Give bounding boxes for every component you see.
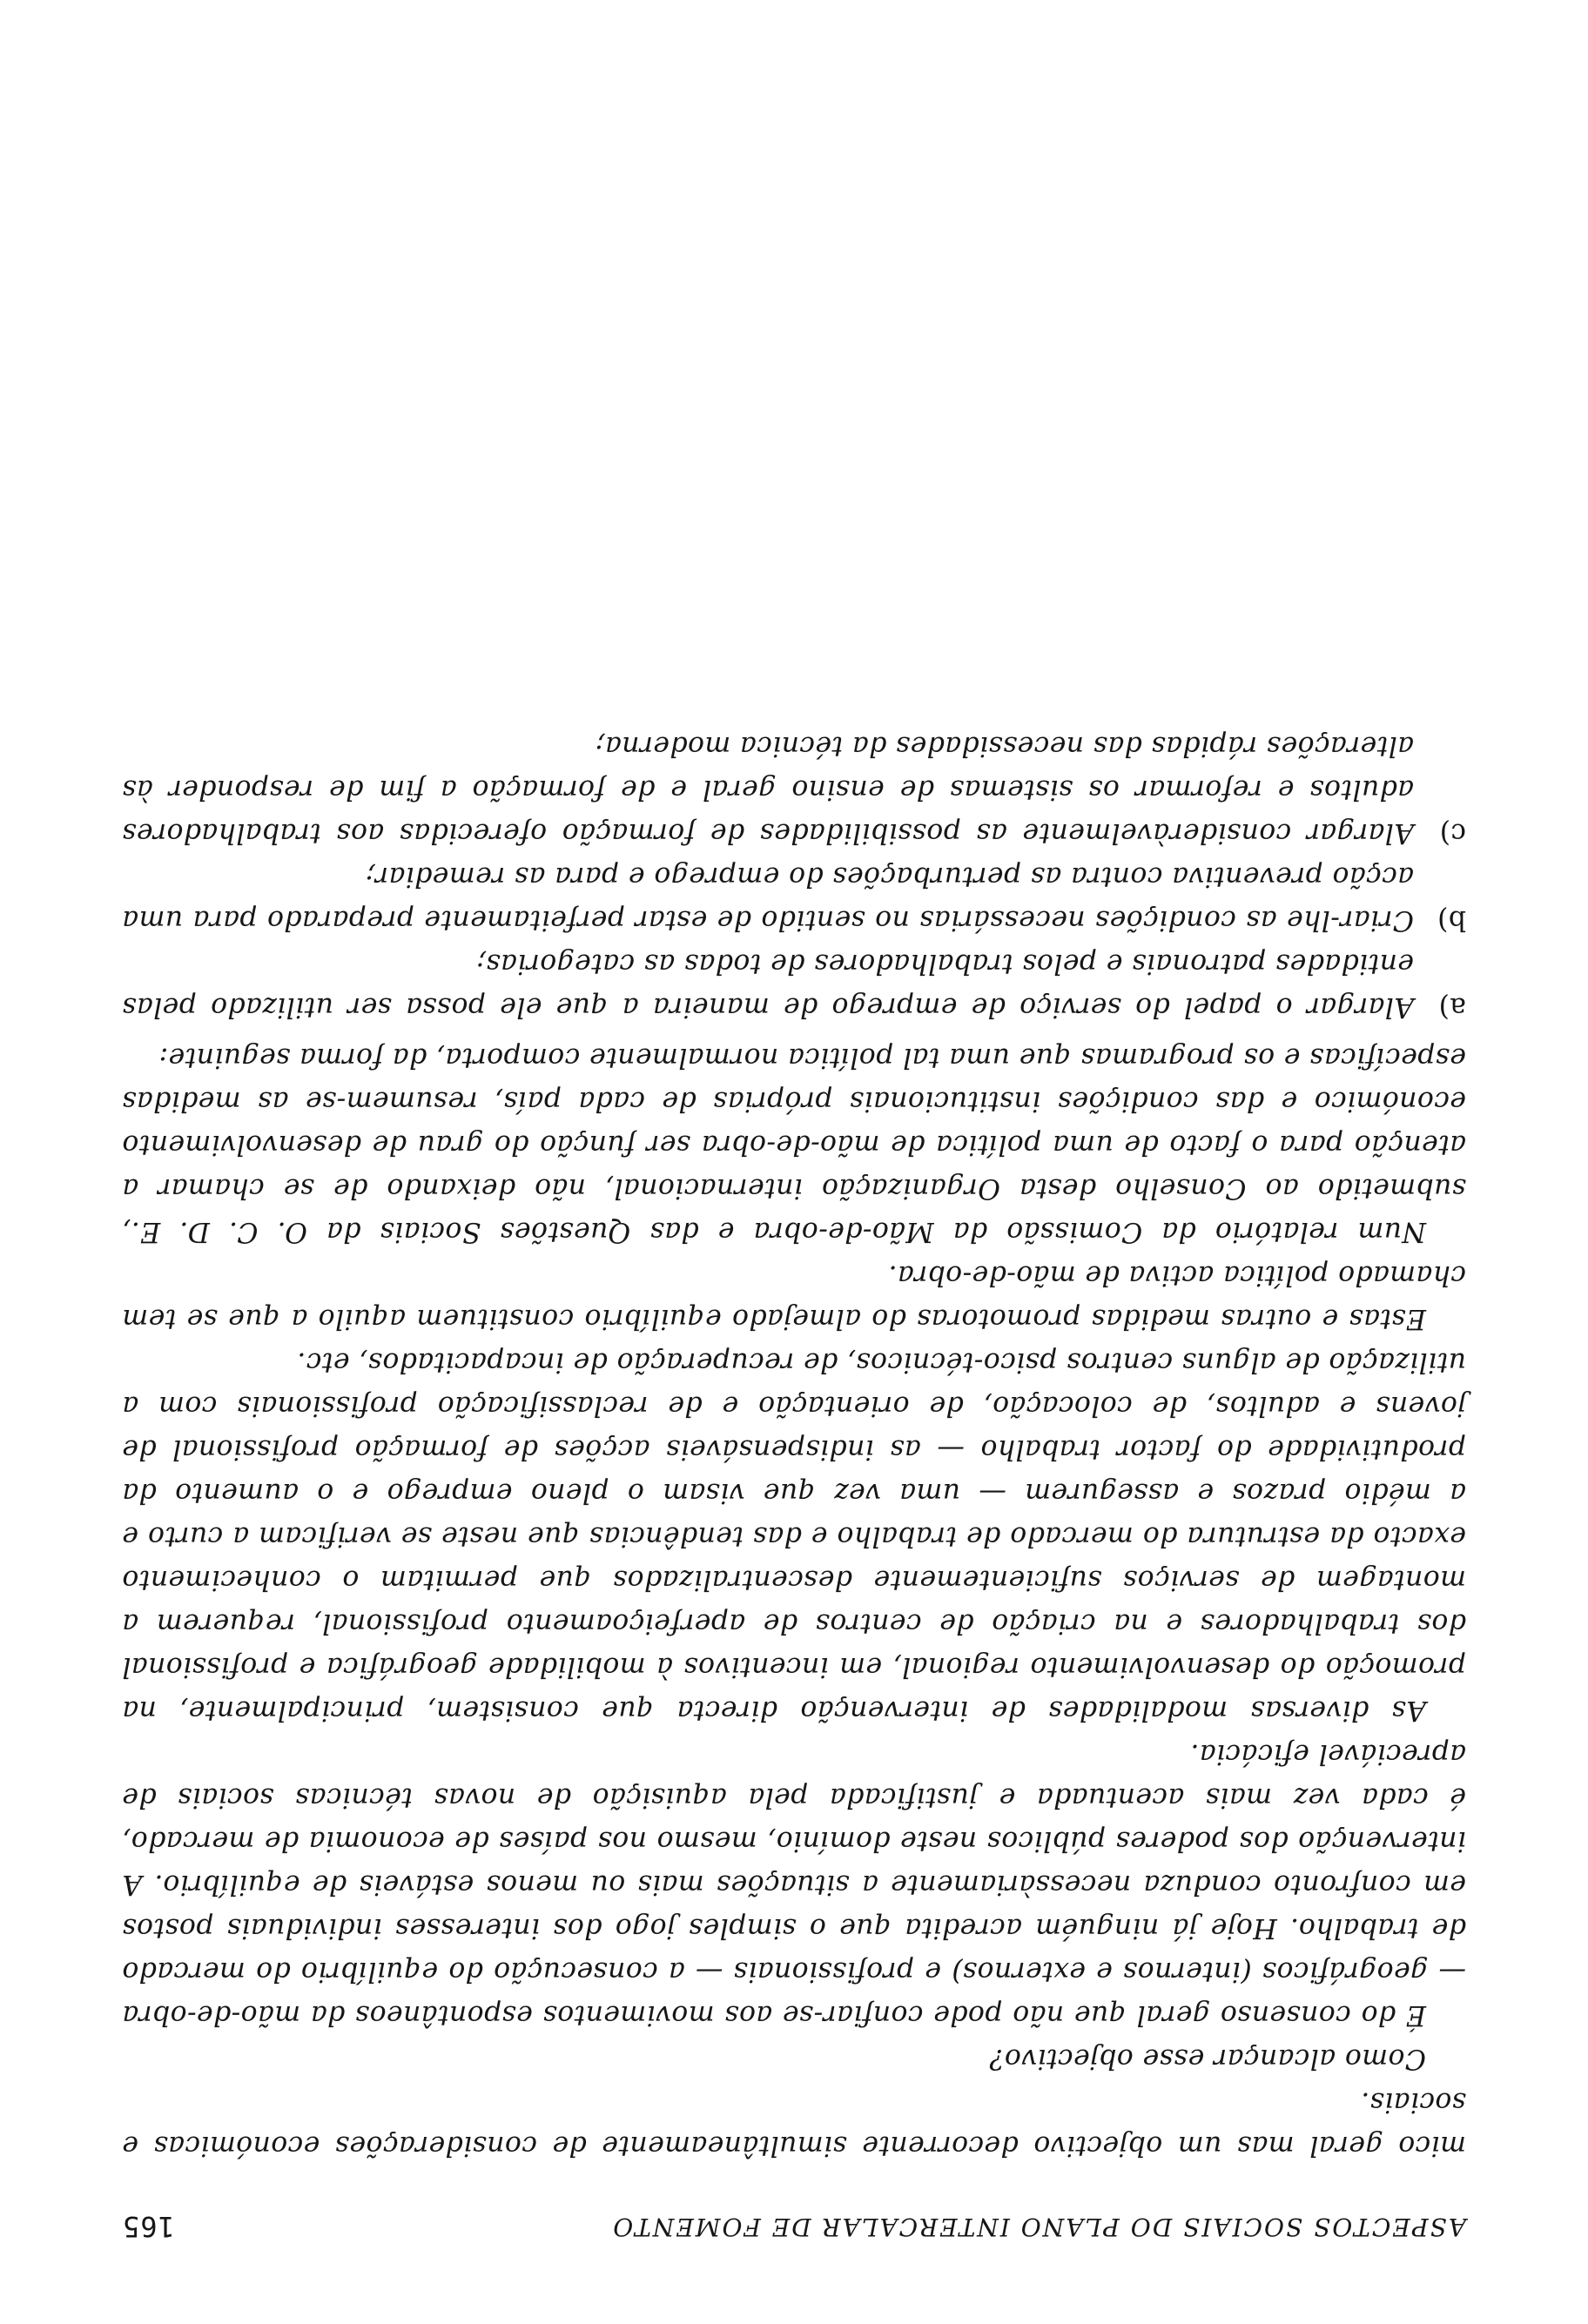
list-item-label: b): [1437, 904, 1466, 936]
paragraph-continuation: mico geral mas um objectivo decorrente simultâneamente de considerações económicas e sociais.: [122, 2086, 1466, 2161]
paragraph-question: Como alcançar esse objectivo?: [989, 2043, 1426, 2074]
paragraph: É do consenso geral que não pode confiar-se aos movimentos espontâneos da mão-de-obra — geográficos (internos e externos) e profissionais — a consecução do equilíbrio do mercado de trabalho. Hoje já ninguém acredita que o simples jogo dos interesses individuais postos em confronto conduza necessàriamente a situações mais ou menos estáveis de equilíbrio. A intervenção dos poderes públicos neste domínio, mesmo nos países de economia de mercado, é cada vez mais acentuada e justificada pela aquisição de novas técnicas sociais de apreciável eficácia.: [122, 1738, 1466, 2031]
page-content: [122, 724, 1466, 2244]
measures-list: [122, 724, 1466, 1029]
page-number: 165: [122, 2210, 175, 2243]
list-item-text: Criar-lhe as condições necessárias no sentido de estar perfeitamente preparado para uma acção preventiva contra as perturbações do emprego e para as remediar;: [122, 861, 1414, 936]
running-title: ASPECTOS SOCIAIS DO PLANO INTERCALAR DE FOMENTO: [611, 2213, 1466, 2241]
list-item: [122, 724, 1466, 855]
list-item-text: Alargar consideràvelmente as possibilidades de formação oferecidas aos trabalhadores adultos e reformar os sistemas de ensino geral e de formação a fim de responder às alterações rápidas das necessidades da técnica moderna;: [122, 730, 1414, 849]
paragraph: As diversas modalidades de intervenção directa que consistem, principalmente, na promoção do desenvolvimento regional, em incentivos à mobilidade geográfica e profissional dos trabalhadores e na criação de centros de aperfeiçoamento profissional, requerem a montagem de serviços suficientemente descentralizados que permitam o conhecimento exacto da estrutura do mercado de trabalho e das tendências que neste se verificam a curto e a médio prazos e assegurem — uma vez que visam o pleno emprego e o aumento da produtividade do factor trabalho — as indispensáveis acções de formação profissional de jovens e adultos, de colocação, de orientação e de reclassificação profissionais com a utilização de alguns centros psico-técnicos, de recuperação de incapacitados, etc.: [122, 1347, 1466, 1726]
paragraph: Num relatório da Comissão da Mão-de-obra e das Questões Sociais da O. C. D. E., submetido ao Conselho desta Organização internacional, não deixando de se chamar a atenção para o facto de uma política de mão-de-obra ser função do grau de desenvolvimento económico e das condições institucionais próprias de cada país, resumem-se as medidas específicas e os programas que uma tal política normalmente comporta, da forma seguinte:: [122, 1042, 1466, 1247]
list-item: [122, 855, 1466, 942]
list-item-label: c): [1439, 817, 1466, 849]
running-header: [122, 2209, 1466, 2244]
paragraph: Estas e outras medidas promotoras do almejado equilíbrio constituem aquilo a que se tem chamado política activa de mão-de-obra.: [122, 1259, 1466, 1334]
list-item-text: Alargar o papel do serviço de emprego de maneira a que ele possa ser utilizado pelas entidades patronais e pelos trabalhadores de todas as categorias;: [122, 948, 1414, 1023]
list-item: [122, 942, 1466, 1029]
list-item-label: a): [1438, 991, 1466, 1023]
